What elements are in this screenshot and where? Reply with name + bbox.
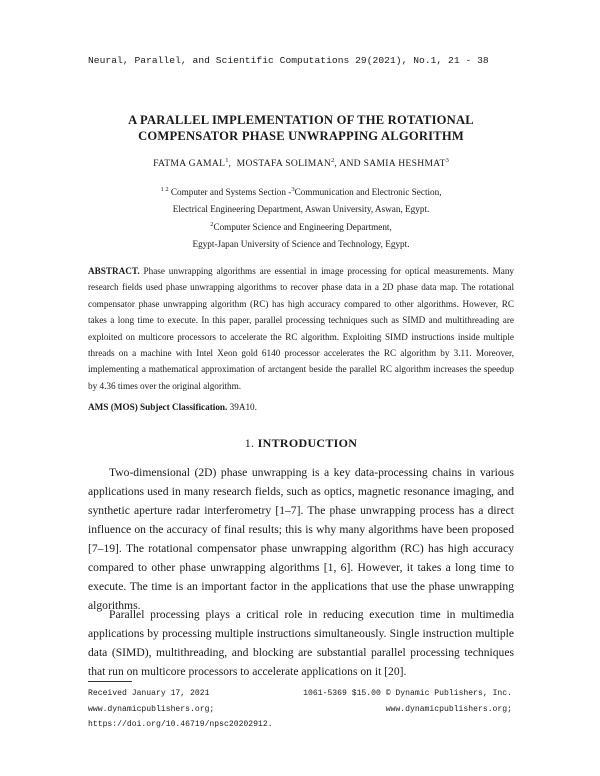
ams-label: AMS (MOS) Subject Classification. bbox=[88, 402, 228, 412]
affiliation-line-4: Egypt-Japan University of Science and Technology, Egypt. bbox=[192, 238, 410, 249]
intro-paragraph-2 bbox=[88, 605, 514, 681]
intro-paragraph-1 bbox=[88, 463, 514, 615]
affiliation-line-1 bbox=[88, 182, 514, 201]
affil-mark-3: 3 bbox=[291, 186, 295, 193]
author-2-affil-mark: 2 bbox=[331, 157, 335, 164]
author-2-name: MOSTAFA SOLIMAN bbox=[236, 158, 332, 169]
author-1-affil-mark: 1 bbox=[225, 157, 229, 164]
paragraph-text: Parallel processing plays a critical role in reducing execution time in multimedia applications by processing multiple instructions simultaneously. Single instruction multiple data (SIMD), multithreading, and blocking are substantial parallel processing techniques that run on multicore processors to accelerate applications on it [20]. bbox=[88, 608, 514, 678]
section-title: INTRODUCTION bbox=[257, 436, 358, 450]
affil-text-1a: Computer and Systems Section - bbox=[170, 187, 292, 197]
affil-text-3: Computer Science and Engineering Department, bbox=[213, 222, 392, 232]
abstract bbox=[88, 263, 514, 394]
author-conjunction: , AND bbox=[334, 158, 364, 169]
title-line-2: COMPENSATOR PHASE UNWRAPPING ALGORITHM bbox=[138, 129, 464, 143]
author-3-name: SAMIA HESHMAT bbox=[363, 158, 446, 169]
paper-title bbox=[88, 112, 514, 144]
ams-classification bbox=[88, 402, 514, 412]
author-3-affil-mark: 3 bbox=[445, 157, 449, 164]
section-number: 1. bbox=[244, 436, 255, 450]
paragraph-text: Two-dimensional (2D) phase unwrapping is a key data-processing chains in various applications used in many research fields, such as optics, magnetic resonance imaging, and synthetic aperture radar interferometry [1–7]. The phase unwrapping process has a direct influence on the accuracy of final results; this is why many algorithms have been proposed [7–19]. The rotational compensator phase unwrapping algorithm (RC) has high accuracy compared to other phase unwrapping algorithms [1, 6]. However, it takes a long time to execute. The time is an important factor in the applications that use the phase unwrapping algorithms. bbox=[88, 466, 514, 612]
footer-left bbox=[88, 686, 273, 733]
affiliation-line-2: Electrical Engineering Department, Aswan University, Aswan, Egypt. bbox=[172, 203, 430, 214]
title-line-1: A PARALLEL IMPLEMENTATION OF THE ROTATIONAL bbox=[128, 113, 474, 127]
publisher-website-link-right[interactable]: www.dynamicpublishers.org; bbox=[385, 704, 512, 714]
ams-value: 39A10. bbox=[229, 402, 257, 412]
affil-mark-1-2: 1 2 bbox=[160, 186, 169, 193]
doi-link[interactable]: https://doi.org/10.46719/npsc20202912. bbox=[88, 720, 273, 729]
section-heading bbox=[88, 436, 514, 451]
affiliations bbox=[88, 182, 514, 252]
affil-text-1b: Communication and Electronic Section, bbox=[294, 187, 442, 197]
publisher-website-link[interactable]: www.dynamicpublishers.org; bbox=[88, 704, 215, 714]
affil-mark-2: 2 bbox=[210, 221, 214, 228]
author-list: FATMA GAMAL$^1$, MOSTAFA SOLIMAN$^2$, AND SAMIA HESHMAT$^3$ bbox=[153, 157, 449, 169]
affiliation-line-3 bbox=[88, 217, 514, 236]
footnote-divider bbox=[88, 681, 132, 682]
footer-right bbox=[303, 686, 512, 717]
abstract-label: ABSTRACT. bbox=[88, 266, 140, 276]
abstract-text: Phase unwrapping algorithms are essential in image processing for optical measurements. Many research fields used phase unwrapping algorithms to recover phase data in a 2D phase data map. The rotational compensator phase unwrapping algorithm (RC) has high accuracy compared to other algorithms. However, RC takes a long time to execute. In this paper, parallel processing techniques such as SIMD and multithreading are exploited on multicore processors to accelerate the RC algorithm. Exploiting SIMD instructions inside multiple threads on a machine with Intel Xeon gold 6140 processor accelerates the RC algorithm by 3.11. Moreover, implementing a mathematical approximation of arctangent beside the parallel RC algorithm increases the speedup by 4.36 times over the original algorithm. bbox=[88, 266, 515, 391]
received-date: Received January 17, 2021 bbox=[88, 689, 210, 698]
copyright-notice: 1061-5369 $15.00 © Dynamic Publishers, Inc. bbox=[303, 689, 512, 698]
journal-header: Neural, Parallel, and Scientific Computations 29(2021), No.1, 21 - 38 bbox=[88, 55, 489, 66]
author-1-name: FATMA GAMAL bbox=[153, 158, 226, 169]
